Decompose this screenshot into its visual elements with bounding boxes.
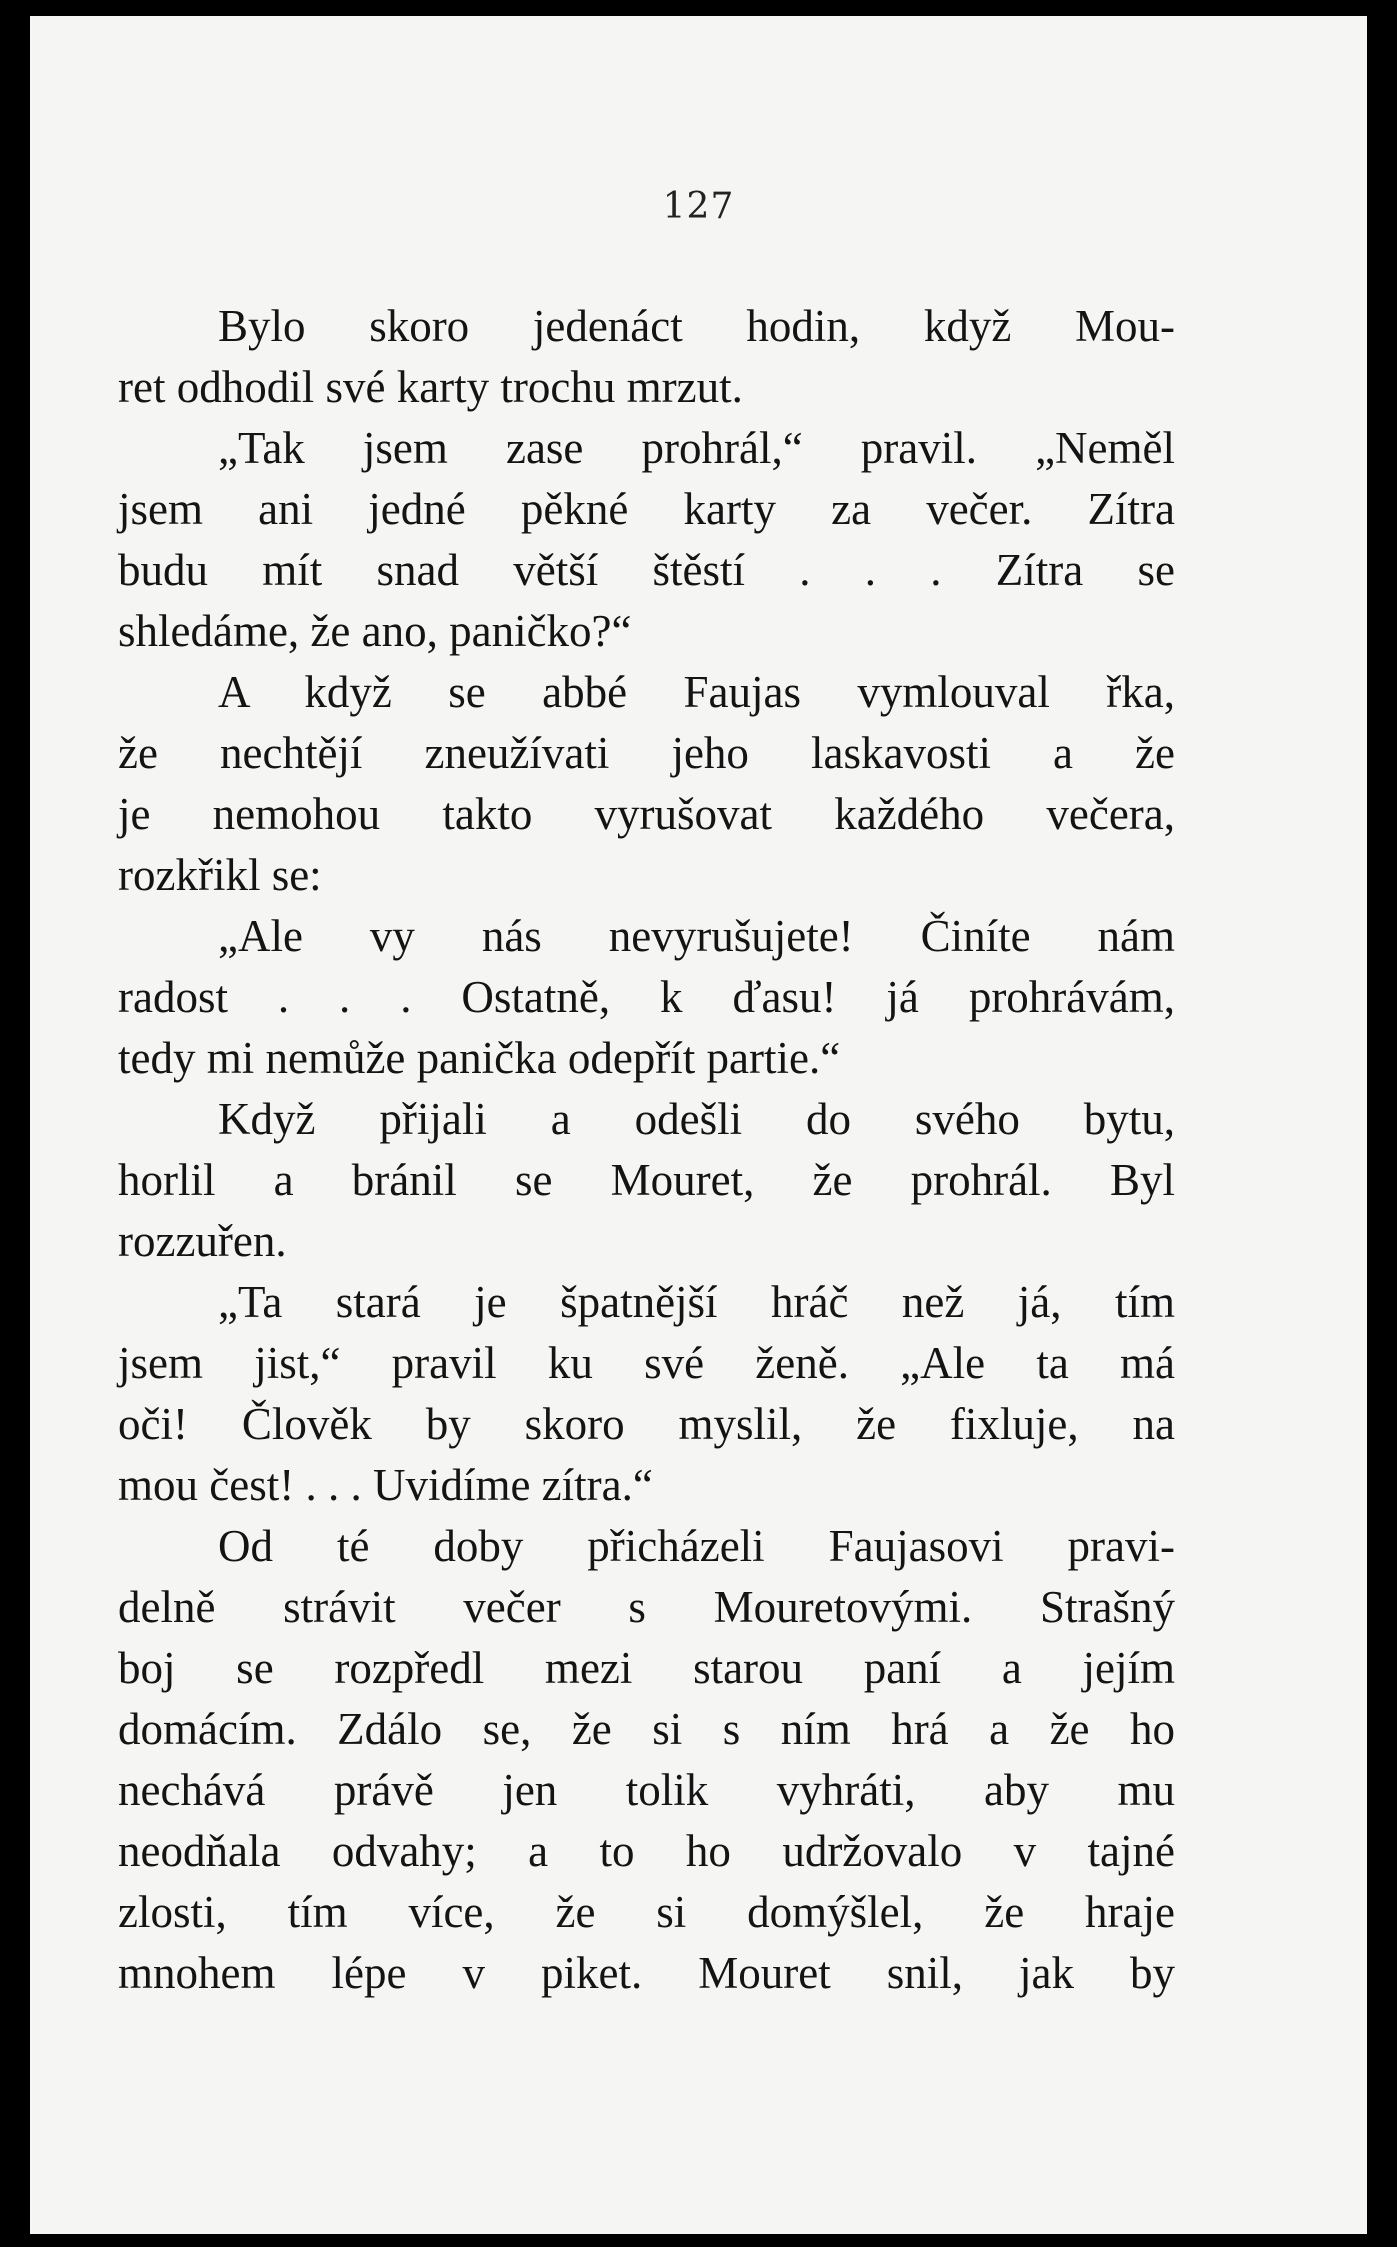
page-number: 127 — [662, 186, 735, 227]
text-line: zlosti, tím více, že si domýšlel, že hraje — [118, 1887, 1175, 1937]
text-line: neodňala odvahy; a to ho udržovalo v tajné — [118, 1826, 1175, 1876]
text-line: radost . . . Ostatně, k ďasu! já prohrávám, — [118, 972, 1175, 1022]
book-page — [30, 16, 1367, 2234]
text-line: tedy mi nemůže panička odepřít partie.“ — [118, 1033, 841, 1083]
page-body-text — [118, 296, 1175, 2004]
text-line: „Tak jsem zase prohrál,“ pravil. „Neměl — [218, 423, 1175, 473]
text-line: A když se abbé Faujas vymlouval řka, — [218, 667, 1175, 717]
text-line: rozzuřen. — [118, 1216, 287, 1266]
text-line: delně strávit večer s Mouretovými. Strašný — [118, 1582, 1175, 1632]
text-line: budu mít snad větší štěstí . . . Zítra se — [118, 545, 1175, 595]
text-line: boj se rozpředl mezi starou paní a jejím — [118, 1643, 1175, 1693]
text-line: ret odhodil své karty trochu mrzut. — [118, 362, 743, 412]
text-line: Bylo skoro jedenáct hodin, když Mou- — [218, 301, 1175, 351]
text-line: oči! Člověk by skoro myslil, že fixluje, na — [118, 1399, 1175, 1449]
text-line: mou čest! . . . Uvidíme zítra.“ — [118, 1460, 653, 1510]
text-line: že nechtějí zneužívati jeho laskavosti a že — [118, 728, 1175, 778]
text-line: „Ta stará je špatnější hráč než já, tím — [218, 1277, 1175, 1327]
text-line: nechává právě jen tolik vyhráti, aby mu — [118, 1765, 1175, 1815]
text-line: horlil a bránil se Mouret, že prohrál. Byl — [118, 1155, 1175, 1205]
text-line: „Ale vy nás nevyrušujete! Činíte nám — [218, 911, 1175, 961]
text-line: jsem jist,“ pravil ku své ženě. „Ale ta má — [118, 1338, 1175, 1388]
text-line: Od té doby přicházeli Faujasovi pravi- — [218, 1521, 1175, 1571]
text-line: shledáme, že ano, paničko?“ — [118, 606, 632, 656]
text-line: je nemohou takto vyrušovat každého večera, — [118, 789, 1175, 839]
text-line: jsem ani jedné pěkné karty za večer. Zítra — [118, 484, 1175, 534]
text-line: mnohem lépe v piket. Mouret snil, jak by — [118, 1948, 1175, 1998]
text-line: domácím. Zdálo se, že si s ním hrá a že ho — [118, 1704, 1175, 1754]
text-line: rozkřikl se: — [118, 850, 322, 900]
text-line: Když přijali a odešli do svého bytu, — [218, 1094, 1175, 1144]
